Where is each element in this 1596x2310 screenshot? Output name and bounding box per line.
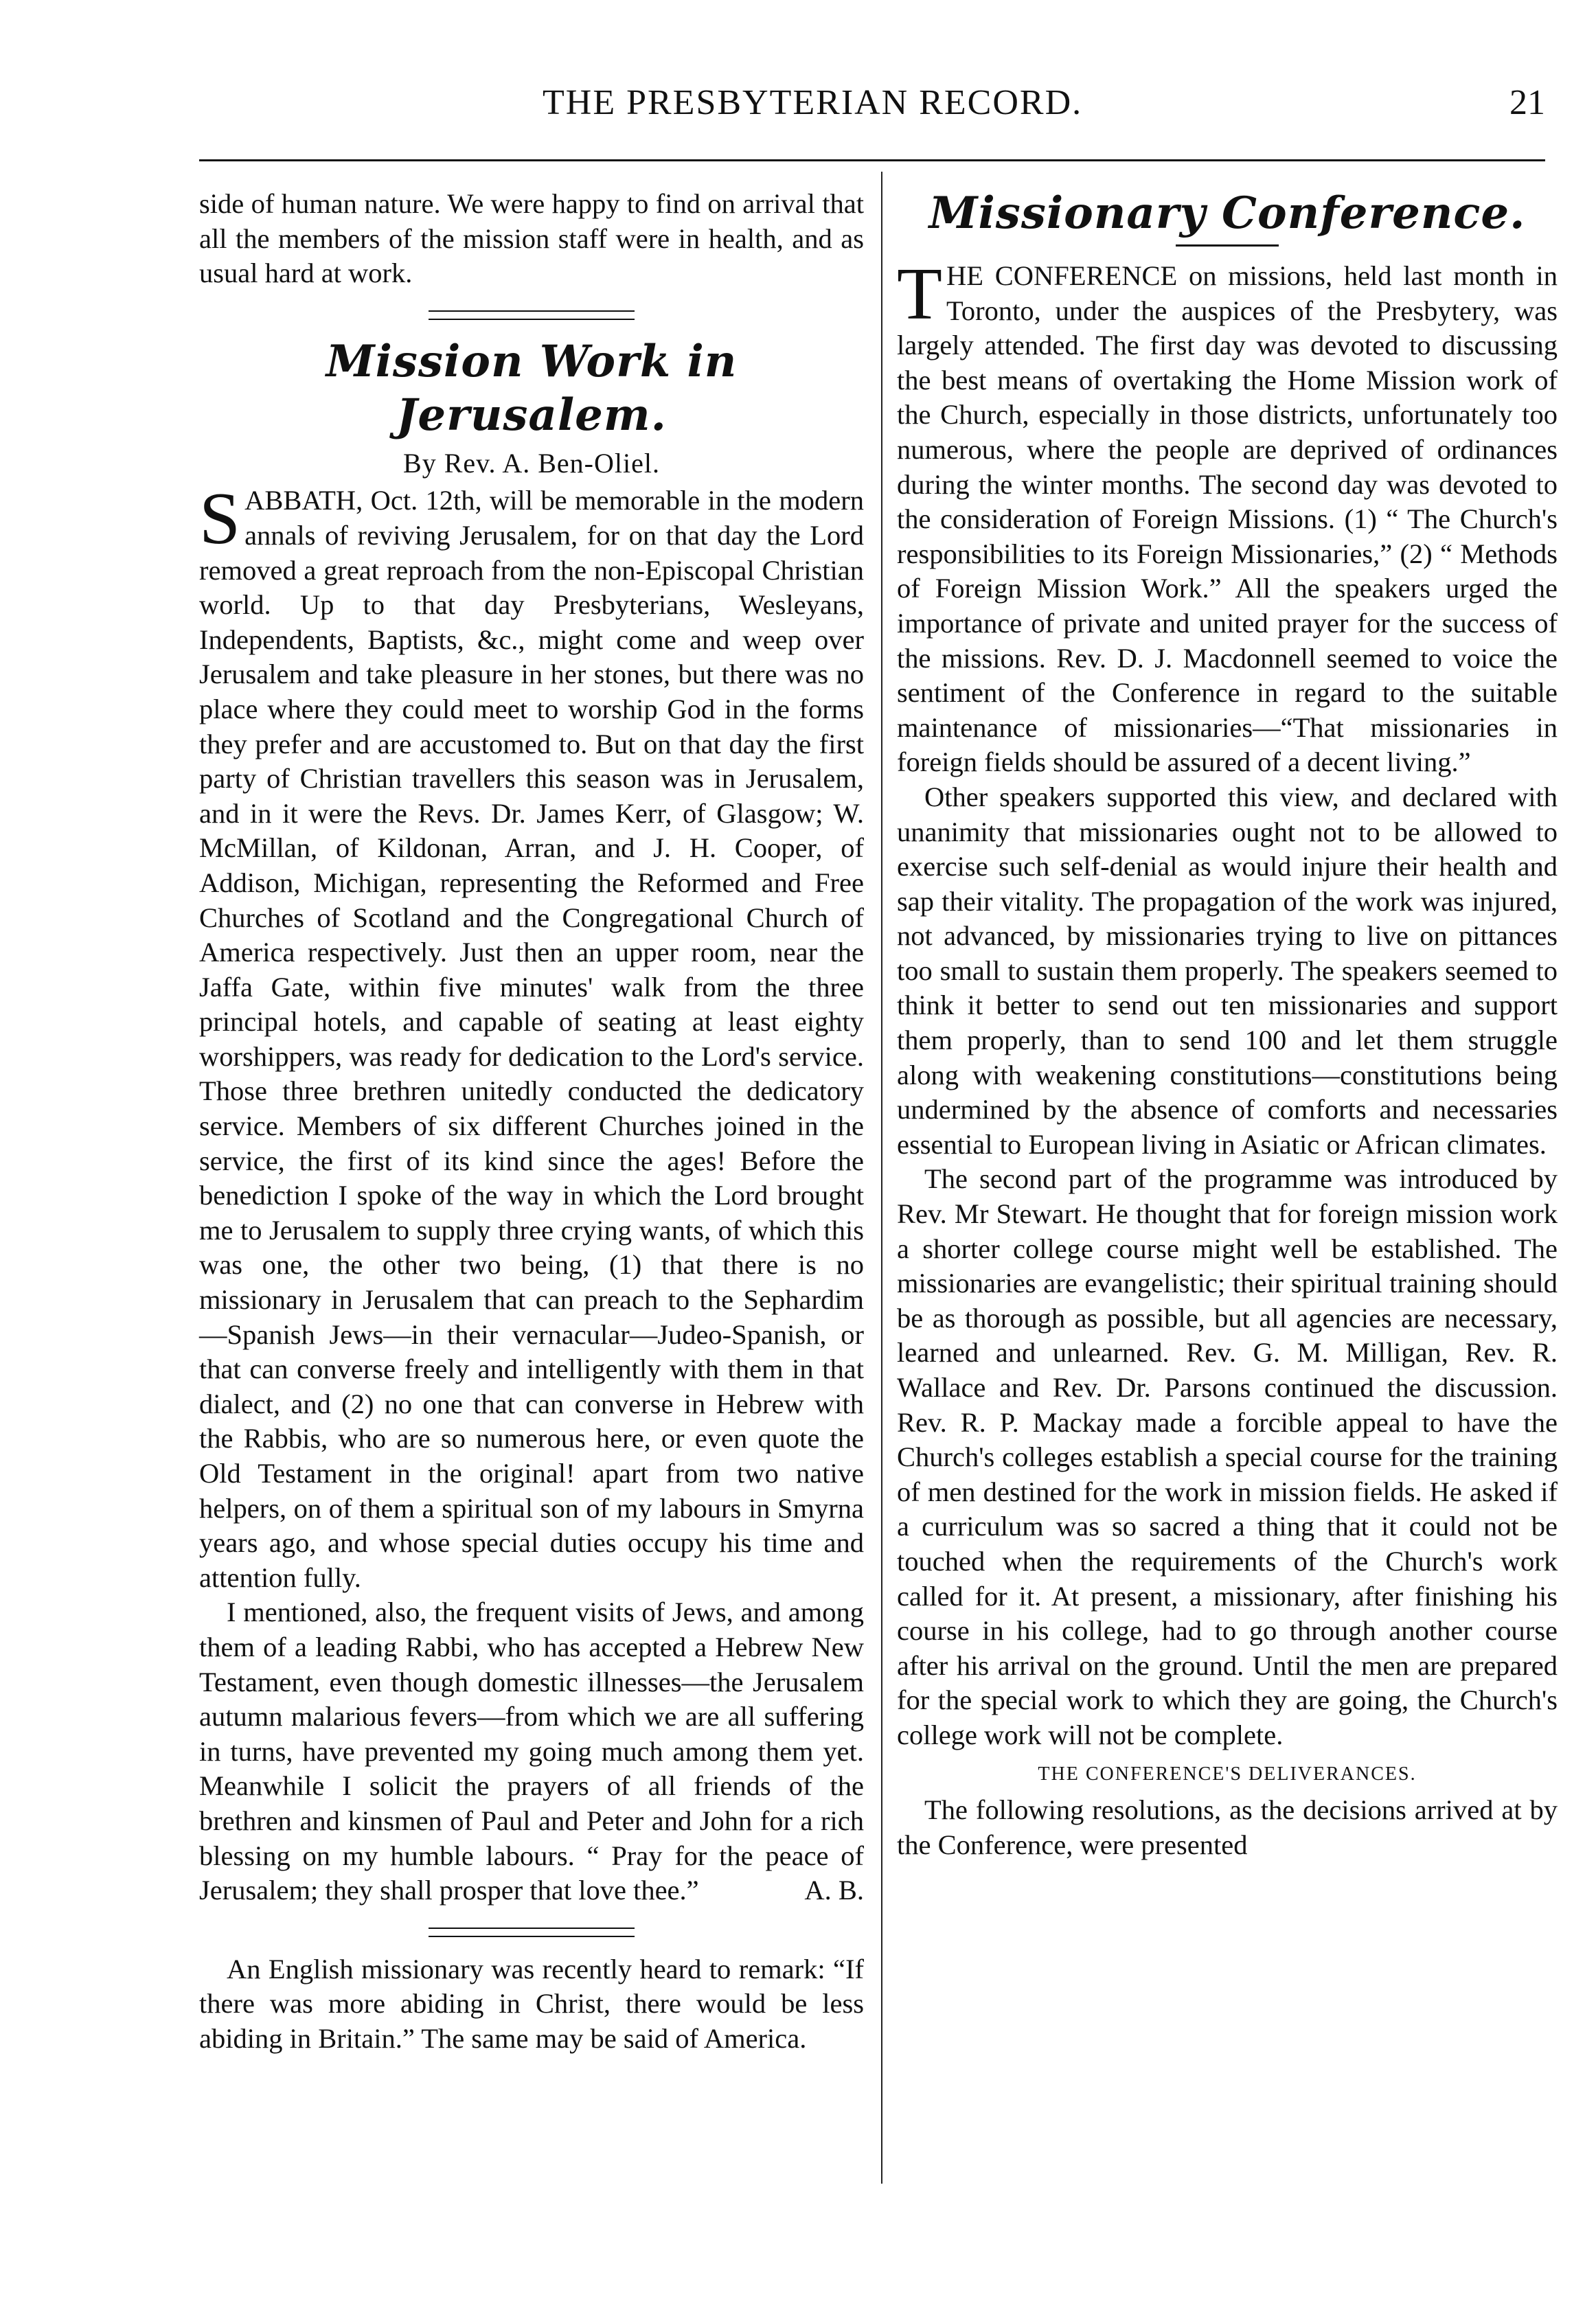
running-title: THE PRESBYTERIAN RECORD. <box>543 83 1083 122</box>
paragraph-text: HE CONFERENCE on missions, held last month in Toronto, under the auspices of the Presbytery, was largely attended. The first day was devoted to discussing the best means of overtaking the Home Mission work of the Church, especially in those districts, unfortunately too numerous, where the people are deprived of ordinances during the winter months. The second day was devoted to the consideration of Foreign Missions. (1) “ The Church's responsibilities to its Foreign Missionaries,” (2) “ Methods of Foreign Mission Work.” All the speakers urged the importance of private and united prayer for the success of the missions. Rev. D. J. Macdonnell seemed to voice the sentiment of the Conference in regard to the suitable maintenance of missionaries—“That missionaries in foreign fields should be assured of a decent living.” <box>897 260 1558 778</box>
subheading: THE CONFERENCE'S DELIVERANCES. <box>1038 1763 1417 1785</box>
article-paragraph <box>199 478 864 1595</box>
column-divider <box>881 172 882 2184</box>
article-paragraph: Other speakers supported this view, and declared with unanimity that missionaries ought not to be allowed to exercise such self-denial as would injure their health and sap their vitality. The propagation of the work was injured, not advanced, by missionaries trying to live on pittances too small to sustain them properly. The speakers seemed to think it better to send out ten missionaries and support them properly, than to send 100 and let them struggle along with weakening constitutions—constitutions being undermined by the absence of comforts and necessaries essential to European living in Asiatic or African climates. <box>897 781 1558 1160</box>
page-number: 21 <box>1509 83 1545 122</box>
page-header <box>199 82 1545 144</box>
article-title: Missionary Conference. <box>928 187 1526 239</box>
drop-cap: S <box>199 478 241 560</box>
section-divider <box>429 310 635 320</box>
signature: A. B. <box>804 1875 864 1906</box>
continued-paragraph: side of human nature. We were happy to find on arrival that all the members of the mission staff were in health, and as usual hard at work. <box>199 188 864 289</box>
header-rule <box>199 159 1545 161</box>
article-paragraph <box>897 253 1558 780</box>
article-paragraph: The second part of the programme was introduced by Rev. Mr Stewart. He thought that for foreign mission work a shorter college course might well be established. The missionaries are evangelistic; their spiritual training should be as thorough as possible, but all agencies are necessary, learned and unlearned. Rev. G. M. Milligan, Rev. R. Wallace and Rev. Dr. Parsons continued the discussion. Rev. R. P. Mackay made a forcible appeal to have the Church's colleges establish a special course for the training of men destined for the work in mission fields. He asked if a curriculum was so sacred a thing that it could not be touched when the requirements of the Church's work called for it. At present, a missionary, after finishing his course in his college, had to go through another course after his arrival on the ground. Until the men are prepared for the special work to which they are going, the Church's college work will not be complete. <box>897 1163 1558 1750</box>
closing-paragraph: An English missionary was recently heard to remark: “If there was more abiding in Christ, there would be less abiding in Britain.” The same may be said of America. <box>199 1953 864 2054</box>
article-byline: By Rev. A. Ben-Oliel. <box>403 447 660 479</box>
article-paragraph <box>199 1595 864 1908</box>
paragraph-text: I mentioned, also, the frequent visits of Jews, and among them of a leading Rabbi, who has accepted a Hebrew New Testament, even though domestic illnesses—the Jerusalem autumn malarious fevers—from which we are all suffering in turns, have prevented my going much among them yet. Meanwhile I solicit the prayers of all friends of the brethren and kinsmen of Paul and Peter and John for a rich blessing on my humble labours. “ Pray for the peace of Jerusalem; they shall prosper that love thee.” <box>199 1597 864 1906</box>
right-column <box>897 187 1558 1862</box>
left-column <box>199 187 864 2057</box>
section-divider <box>429 1928 635 1937</box>
article-paragraph: The following resolutions, as the decisions arrived at by the Conference, were presented <box>897 1794 1558 1860</box>
drop-cap: T <box>897 253 942 335</box>
paragraph-text: ABBATH, Oct. 12th, will be memorable in the modern annals of reviving Jerusalem, for on that day the Lord removed a great reproach from the non-Episcopal Christian world. Up to that day Presbyterians, Wesleyans, Independents, Baptists, &c., might come and weep over Jerusalem and take pleasure in her stones, but there was no place where they could meet to worship God in the forms they prefer and are accustomed to. But on that day the first party of Christian travellers this season was in Jerusalem, and in it were the Revs. Dr. James Kerr, of Glasgow; W. McMillan, of Kildonan, Arran, and J. H. Cooper, of Addison, Michigan, representing the Reformed and Free Churches of Scotland and the Congregational Church of America respectively. Just then an upper room, near the Jaffa Gate, within five minutes' walk from the three principal hotels, and capable of seating at least eighty worshippers, was ready for dedication to the Lord's service. Those three brethren unitedly conducted the dedicatory service. Members of six different Churches joined in the service, the first of its kind since the ages! Before the benediction I spoke of the way in which the Lord brought me to Jerusalem to supply three crying wants, of which this was one, the other two being, (1) that there is no missionary in Jerusalem that can preach to the Sephardim—Spanish Jews—in their vernacular—Judeo-Spanish, or that can converse freely and intelligently with them in that dialect, and (2) no one that can converse in Hebrew with the Rabbis, who are so numerous here, or even quote the Old Testament in the original! apart from two native helpers, on of them a spiritual son of my labours in Smyrna years ago, and whose special duties occupy his time and attention fully. <box>199 485 864 1593</box>
title-rule <box>1176 244 1279 247</box>
article-title: Mission Work in Jerusalem. <box>326 335 738 441</box>
